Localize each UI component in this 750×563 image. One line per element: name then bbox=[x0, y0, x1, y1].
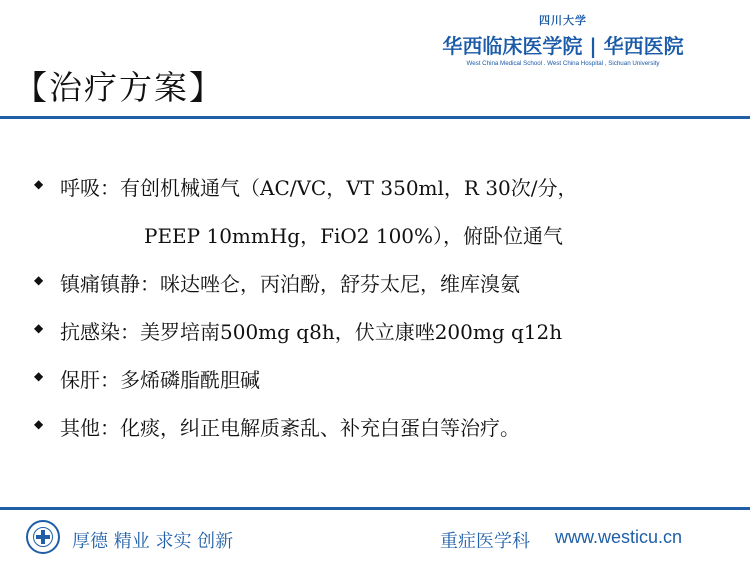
list-item-text: 呼吸：有创机械通气（AC/VC，VT 350ml，R 30次/分， bbox=[60, 176, 578, 200]
title-divider bbox=[0, 116, 750, 119]
logo-hospital-name: 华西临床医学院 | 华西医院 bbox=[442, 34, 684, 58]
list-item-other bbox=[34, 408, 734, 456]
logo-university-name: 四川大学 bbox=[539, 14, 587, 27]
list-item-sedation bbox=[34, 264, 734, 312]
list-item-text: 其他：化痰，纠正电解质紊乱、补充白蛋白等治疗。 bbox=[60, 416, 520, 440]
diamond-bullet-icon: ◆ bbox=[34, 321, 44, 335]
diamond-bullet-icon: ◆ bbox=[34, 273, 44, 287]
list-item-respiration-continued bbox=[34, 216, 734, 264]
list-item-text: 抗感染：美罗培南500mg q8h，伏立康唑200mg q12h bbox=[60, 320, 563, 344]
slide-title: 【治疗方案】 bbox=[14, 68, 224, 107]
list-item-liver-protection bbox=[34, 360, 734, 408]
diamond-bullet-icon: ◆ bbox=[34, 369, 44, 383]
footer-motto: 厚德 精业 求实 创新 bbox=[72, 531, 234, 552]
list-item-text: 镇痛镇静：咪达唑仑，丙泊酚，舒芬太尼，维库溴氨 bbox=[60, 272, 520, 296]
list-item-respiration bbox=[34, 168, 734, 216]
university-logo bbox=[438, 12, 688, 67]
footer-website: www.westicu.cn bbox=[555, 527, 683, 547]
slide-footer bbox=[0, 510, 750, 563]
hospital-emblem-icon bbox=[26, 520, 60, 554]
treatment-list bbox=[34, 168, 734, 456]
footer-department: 重症医学科 bbox=[440, 531, 530, 552]
list-item-text: 保肝：多烯磷脂酰胆碱 bbox=[60, 368, 260, 392]
logo-english-name: West China Medical School . West China Hospital , Sichuan University bbox=[466, 60, 660, 67]
list-item-anti-infection bbox=[34, 312, 734, 360]
slide-header bbox=[0, 0, 750, 120]
diamond-bullet-icon: ◆ bbox=[34, 417, 44, 431]
list-item-text: PEEP 10mmHg，FiO2 100%），俯卧位通气 bbox=[144, 224, 564, 248]
diamond-bullet-icon: ◆ bbox=[34, 177, 44, 191]
